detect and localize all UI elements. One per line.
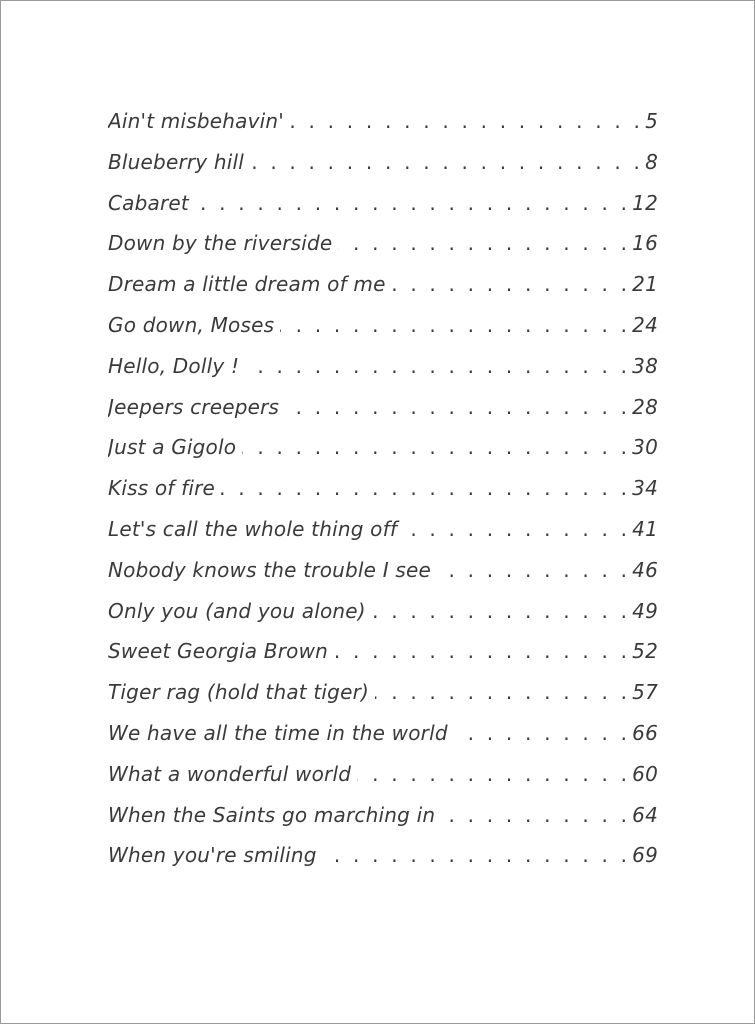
- toc-entry-title: Blueberry hill: [108, 149, 245, 174]
- toc-entry-title: Dream a little dream of me: [108, 272, 386, 297]
- toc-entry-page: 5: [645, 109, 658, 133]
- toc-entry-leader: [290, 109, 643, 133]
- toc-entry-page: 12: [632, 190, 658, 215]
- toc-entry-page: 46: [632, 557, 658, 582]
- toc-entry-title: Go down, Moses: [108, 312, 275, 337]
- toc-entry-page: 69: [632, 843, 658, 868]
- toc-entry-page: 60: [632, 761, 658, 786]
- toc-entry-title: Jeepers creepers: [108, 394, 280, 419]
- table-of-contents: [108, 109, 658, 884]
- toc-entry[interactable]: [108, 843, 658, 884]
- toc-entry-page: 64: [632, 802, 658, 827]
- toc-entry-leader: [372, 599, 630, 623]
- toc-entry[interactable]: [108, 231, 658, 272]
- toc-entry-page: 49: [632, 598, 658, 623]
- toc-entry-page: 34: [632, 476, 658, 501]
- toc-entry-leader: [245, 354, 630, 378]
- toc-entry-page: 52: [632, 639, 658, 664]
- toc-entry-title: Only you (and you alone): [108, 598, 366, 623]
- toc-entry-leader: [280, 313, 630, 337]
- toc-entry[interactable]: [108, 599, 658, 640]
- toc-entry-page: 28: [632, 394, 658, 419]
- toc-entry-leader: [437, 558, 630, 582]
- toc-entry-page: 66: [632, 720, 658, 745]
- toc-entry-title: Ain't misbehavin': [108, 109, 284, 133]
- toc-entry-leader: [392, 272, 631, 296]
- toc-entry[interactable]: [108, 680, 658, 721]
- toc-entry-leader: [221, 476, 630, 500]
- toc-entry[interactable]: [108, 395, 658, 436]
- toc-entry-page: 30: [632, 435, 658, 460]
- toc-entry[interactable]: [108, 639, 658, 680]
- toc-entry-leader: [334, 639, 630, 663]
- toc-entry[interactable]: [108, 476, 658, 517]
- toc-entry-title: Hello, Dolly !: [108, 353, 240, 378]
- toc-entry-leader: [323, 843, 630, 867]
- toc-entry-page: 57: [632, 680, 658, 705]
- toc-entry[interactable]: [108, 354, 658, 395]
- toc-entry-leader: [338, 231, 630, 255]
- toc-entry-page: 8: [645, 149, 658, 174]
- toc-entry[interactable]: [108, 721, 658, 762]
- toc-entry-title: Let's call the whole thing off: [108, 516, 398, 541]
- toc-entry-title: When the Saints go marching in: [108, 802, 436, 827]
- toc-entry-title: Just a Gigolo: [108, 435, 237, 460]
- toc-entry-title: We have all the time in the world: [108, 720, 448, 745]
- toc-entry-title: Cabaret: [108, 190, 189, 215]
- toc-entry-leader: [250, 150, 643, 174]
- toc-entry-title: Nobody knows the trouble I see: [108, 557, 432, 582]
- toc-entry[interactable]: [108, 150, 658, 191]
- toc-entry[interactable]: [108, 517, 658, 558]
- toc-entry-title: When you're smiling: [108, 843, 317, 868]
- toc-entry-leader: [285, 395, 630, 419]
- toc-entry-leader: [441, 803, 630, 827]
- toc-entry-title: Down by the riverside: [108, 231, 333, 256]
- toc-entry-page: 24: [632, 312, 658, 337]
- toc-entry[interactable]: [108, 762, 658, 803]
- toc-entry[interactable]: [108, 803, 658, 844]
- toc-entry-title: Tiger rag (hold that tiger): [108, 680, 370, 705]
- toc-entry[interactable]: [108, 191, 658, 232]
- toc-entry-title: What a wonderful world: [108, 761, 352, 786]
- toc-entry-title: Sweet Georgia Brown: [108, 639, 329, 664]
- toc-entry[interactable]: [108, 109, 658, 150]
- toc-entry-leader: [195, 191, 630, 215]
- toc-entry[interactable]: [108, 558, 658, 599]
- toc-entry-leader: [375, 680, 630, 704]
- toc-entry[interactable]: [108, 313, 658, 354]
- toc-entry-page: 41: [632, 516, 658, 541]
- toc-entry[interactable]: [108, 435, 658, 476]
- toc-entry-leader: [242, 435, 630, 459]
- toc-entry-leader: [454, 721, 630, 745]
- toc-entry-title: Kiss of fire: [108, 476, 216, 501]
- toc-entry-leader: [357, 762, 630, 786]
- toc-entry-page: 21: [632, 272, 658, 297]
- toc-entry[interactable]: [108, 272, 658, 313]
- toc-entry-leader: [403, 517, 630, 541]
- toc-entry-page: 38: [632, 353, 658, 378]
- toc-entry-page: 16: [632, 231, 658, 256]
